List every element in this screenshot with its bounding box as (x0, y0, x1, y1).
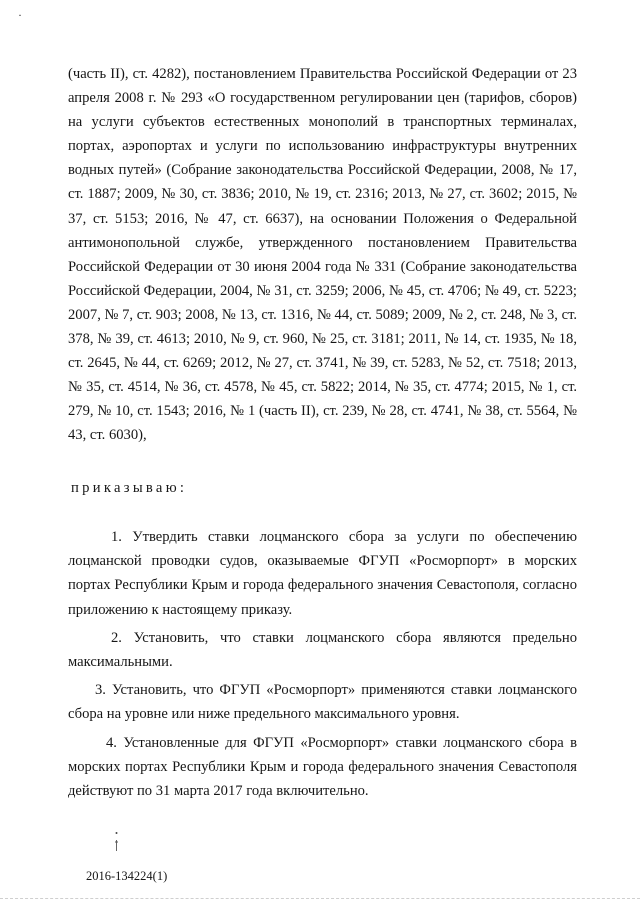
scan-edge-line (0, 898, 640, 899)
order-word: приказываю: (71, 480, 188, 496)
header-mark: · (18, 8, 22, 22)
document-code: 2016-134224(1) (86, 869, 168, 883)
order-item-2: 2. Установить, что ставки лоцманского сбора являются предельно максимальными. (68, 629, 577, 671)
order-item-3: 3. Установить, что ФГУП «Росморпорт» применяются ставки лоцманского сбора на уровне или ниже предельного максимального уровня. (68, 682, 577, 723)
order-item-4: 4. Установленные для ФГУП «Росморпорт» ставки лоцманского сбора в морских портах Республики Крым и города федерального значения Севастополя действуют по 31 марта 2017 года включительно. (68, 734, 577, 800)
order-items (68, 525, 577, 807)
intro-paragraph: (часть II), ст. 4282), постановлением Правительства Российской Федерации от 23 апреля 2008 г. № 293 «О государственном регулировании цен (тарифов, сборов) на услуги субъектов естественных монополий в транспортных терминалах, портах, аэропортах и услуги по использованию инфраструктуры внутренних водных путей» (Собрание законодательства Российской Федерации, 2008, № 17, ст. 1887; 2009, № 30, ст. 3836; 2010, № 19, ст. 2316; 2013, № 27, ст. 3602; 2015, № 37, ст. 5153; 2016, № 47, ст. 6637), на основании Положения о Федеральной антимонопольной службе, утвержденного постановлением Правительства Российской Федерации от 30 июня 2004 года № 331 (Собрание законодательства Российской Федерации, 2004, № 31, ст. 3259; 2006, № 45, ст. 4706; № 49, ст. 5223; 2007, № 7, ст. 903; 2008, № 13, ст. 1316, № 44, ст. 5089; 2009, № 2, ст. 248, № 3, ст. 378, № 39, ст. 4613; 2010, № 9, ст. 960, № 25, ст. 3181; 2011, № 14, ст. 1935, № 18, ст. 2645, № 44, ст. 6269; 2012, № 27, ст. 3741, № 39, ст. 5283, № 52, ст. 7518; 2013, № 35, ст. 4514, № 36, ст. 4578, № 45, ст. 5822; 2014, № 35, ст. 4774; 2015, № 1, ст. 279, № 10, ст. 1543; 2016, № 1 (часть II), ст. 239, № 28, ст. 4741, № 38, ст. 5564, № 43, ст. 6030), (68, 66, 577, 444)
scan-artifact-mark (114, 830, 119, 852)
order-item-1: 1. Утвердить ставки лоцманского сбора за услуги по обеспечению лоцманской проводки судов, оказываемые ФГУП «Росморпорт» в морских портах Республики Крым и города федерального значения Севастополя, согласно приложению к настоящему приказу. (68, 529, 577, 618)
